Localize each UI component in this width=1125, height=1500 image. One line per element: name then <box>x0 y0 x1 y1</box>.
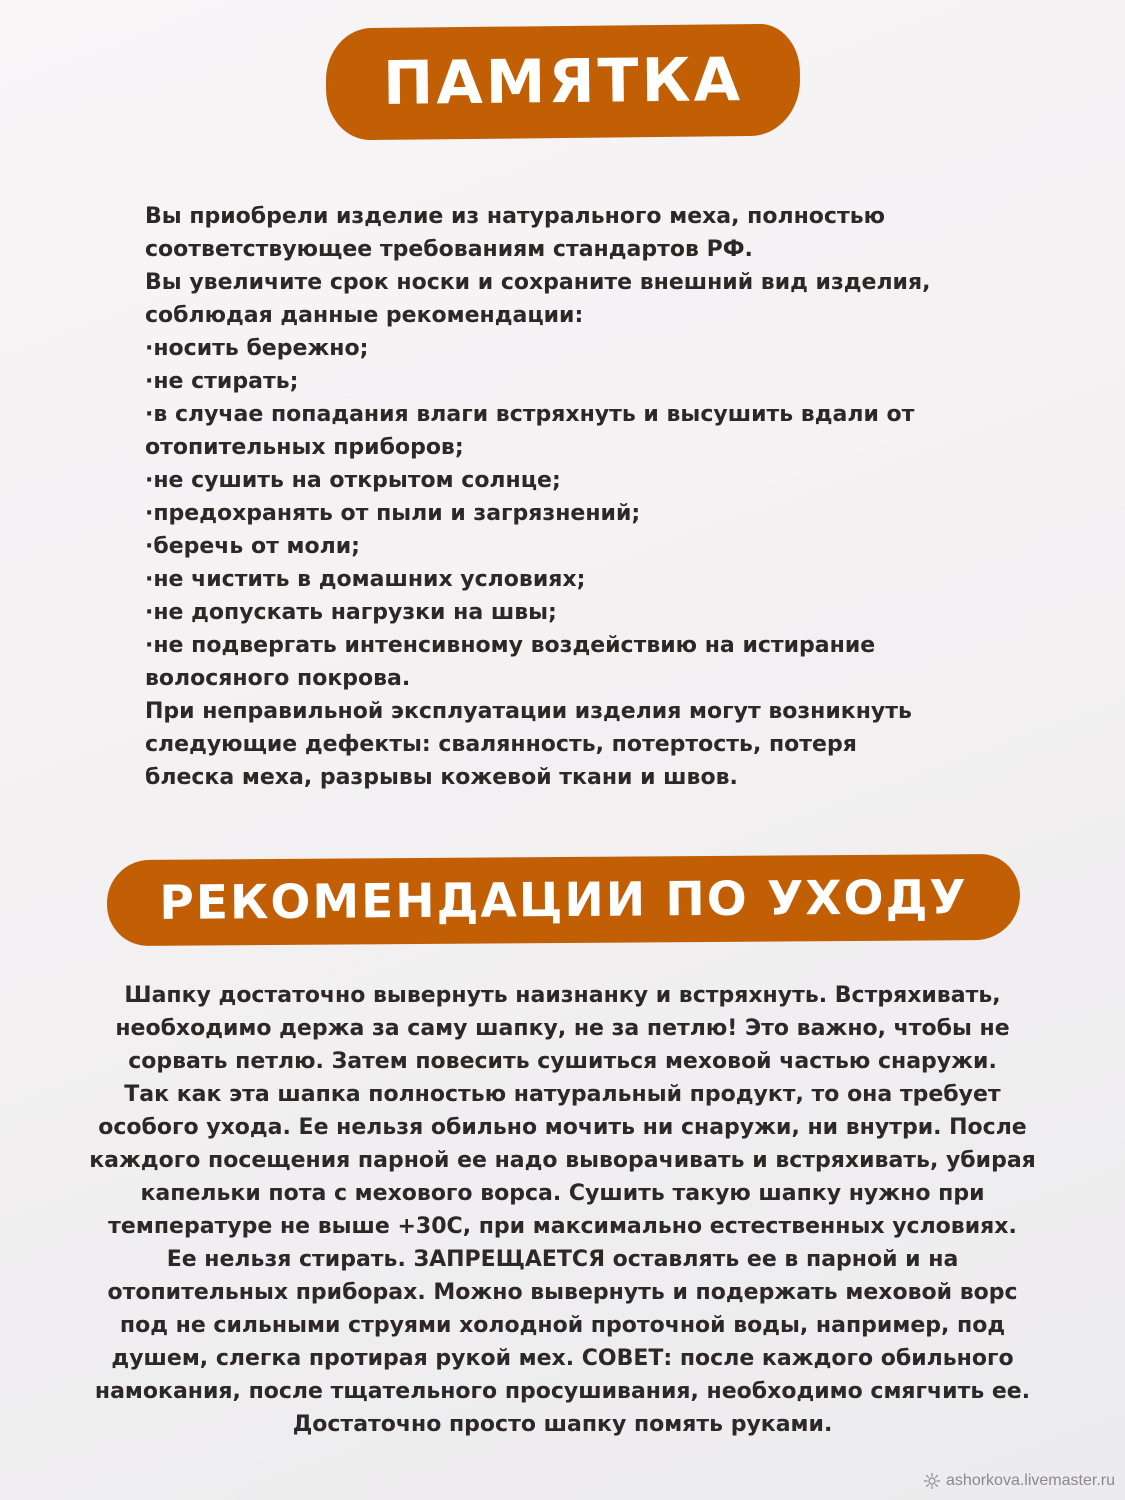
care-title: РЕКОМЕНДАЦИИ ПО УХОДУ <box>159 869 968 931</box>
care-line: необходимо держа за саму шапку, не за петлю! Это важно, чтобы не <box>115 1016 1010 1041</box>
care-line: Шапку достаточно вывернуть наизнанку и встряхнуть. Встряхивать, <box>124 983 1001 1008</box>
care-line: намокания, после тщательного просушивания, необходимо смягчить ее. <box>94 1379 1031 1404</box>
memo-line: ·не чистить в домашних условиях; <box>145 567 586 592</box>
memo-line: блеска меха, разрывы кожевой ткани и швов. <box>145 765 738 790</box>
care-banner <box>107 854 1021 946</box>
memo-line: ·не сушить на открытом солнце; <box>145 468 561 493</box>
watermark <box>923 1472 1115 1490</box>
care-line: Так как эта шапка полностью натуральный продукт, то она требует <box>124 1082 1001 1107</box>
care-line: капельки пота с мехового ворса. Сушить такую шапку нужно при <box>140 1181 985 1206</box>
care-line: каждого посещения парной ее надо выворачивать и встряхивать, убирая <box>89 1148 1036 1173</box>
memo-line: ·носить бережно; <box>145 336 369 361</box>
page-title: ПАМЯТКА <box>382 45 744 119</box>
memo-text <box>145 200 1045 794</box>
care-line: под не сильными струями холодной проточной воды, например, под <box>119 1313 1006 1338</box>
memo-line: ·предохранять от пыли и загрязнений; <box>145 501 641 526</box>
title-banner <box>325 24 800 141</box>
care-line: особого ухода. Ее нельзя обильно мочить ни снаружи, ни внутри. После <box>98 1115 1027 1140</box>
memo-line: Вы приобрели изделие из натурального меха, полностью <box>145 204 885 229</box>
memo-line: ·в случае попадания влаги встряхнуть и высушить вдали от <box>145 402 915 427</box>
watermark-text: ashorkova.livemaster.ru <box>946 1472 1115 1489</box>
memo-line: ·не подвергать интенсивному воздействию на истирание <box>145 633 876 658</box>
memo-line: ·не допускать нагрузки на швы; <box>145 600 557 625</box>
memo-line: соответствующее требованиям стандартов РФ. <box>145 237 753 262</box>
memo-line: следующие дефекты: свалянность, потертость, потеря <box>145 732 857 757</box>
memo-line: соблюдая данные рекомендации: <box>145 303 584 328</box>
care-line: Достаточно просто шапку помять руками. <box>292 1412 833 1437</box>
memo-line: ·не стирать; <box>145 369 299 394</box>
memo-line: волосяного покрова. <box>145 666 411 691</box>
care-line: отопительных приборах. Можно вывернуть и подержать меховой ворс <box>107 1280 1018 1305</box>
memo-line: отопительных приборов; <box>145 435 464 460</box>
care-line: температуре не выше +30С, при максимально естественных условиях. <box>108 1214 1017 1239</box>
care-line: сорвать петлю. Затем повесить сушиться меховой частью снаружи. <box>128 1049 997 1074</box>
livemaster-logo-icon <box>923 1472 941 1490</box>
memo-line: Вы увеличите срок носки и сохраните внешний вид изделия, <box>145 270 931 295</box>
care-line: Ее нельзя стирать. ЗАПРЕЩАЕТСЯ оставлять ее в парной и на <box>166 1247 959 1272</box>
memo-line: ·беречь от моли; <box>145 534 360 559</box>
memo-line: При неправильной эксплуатации изделия могут возникнуть <box>145 699 912 724</box>
care-text <box>40 979 1085 1441</box>
care-line: душем, слегка протирая рукой мех. СОВЕТ: после каждого обильного <box>111 1346 1014 1371</box>
